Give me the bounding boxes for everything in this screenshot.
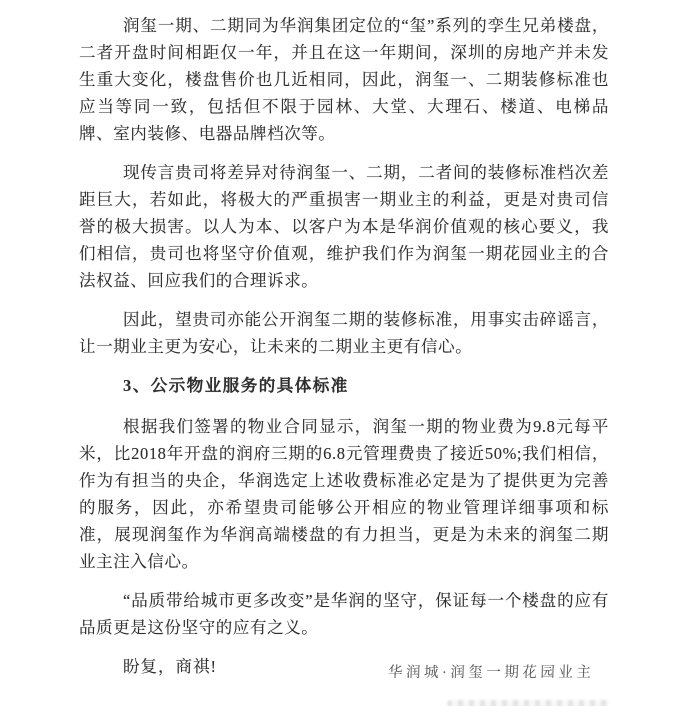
signature-line: 华润城·润玺一期花园业主 (387, 665, 595, 681)
paragraph-property-fee: 根据我们签署的物业合同显示，润玺一期的物业费为9.8元每平米，比2018年开盘的润府三期的6.8元管理费贵了接近50%;我们相信，作为有担当的央企，华润选定上述收费标准必定是为了提供更为完善的服务，因此，亦希望贵司能够公开相应的物业管理详细事项和标准，展现润玺作为华润高端楼盘的有力担当，更是为未来的润玺二期业主注入信心。 (79, 417, 609, 571)
cutoff-faint-text-smudge (447, 700, 609, 706)
paragraph-quality-pledge: “品质带给城市更多改变”是华润的坚守，保证每一个楼盘的应有品质更是这份坚守的应有之义。 (79, 591, 609, 637)
closing-line: 盼复，商祺! (123, 657, 217, 676)
paragraph-request-disclosure: 因此，望贵司亦能公开润玺二期的装修标准，用事实击碎谣言，让一期业主更为安心，让未来的二期业主更有信心。 (79, 310, 609, 356)
paragraph-renovation-standards: 润玺一期、二期同为华润集团定位的“玺”系列的孪生兄弟楼盘，二者开盘时间相距仅一年，并且在这一年期间，深圳的房地产并未发生重大变化，楼盘售价也几近相同，因此，润玺一、二期装修标准也应当等同一致，包括但不限于园林、大堂、大理石、楼道、电梯品牌、室内装修、电器品牌档次等。 (79, 16, 609, 143)
paragraph-rumor-concern: 现传言贵司将差异对待润玺一、二期，二者间的装修标准档次差距巨大，若如此，将极大的严重损害一期业主的利益，更是对贵司信誉的极大损害。以人为本、以客户为本是华润价值观的核心要义，我们相信，贵司也将坚守价值观，维护我们作为润玺一期花园业主的合法权益、回应我们的合理诉求。 (79, 163, 609, 290)
section-heading: 3、公示物业服务的具体标准 (123, 376, 349, 395)
letter-body (79, 12, 609, 692)
